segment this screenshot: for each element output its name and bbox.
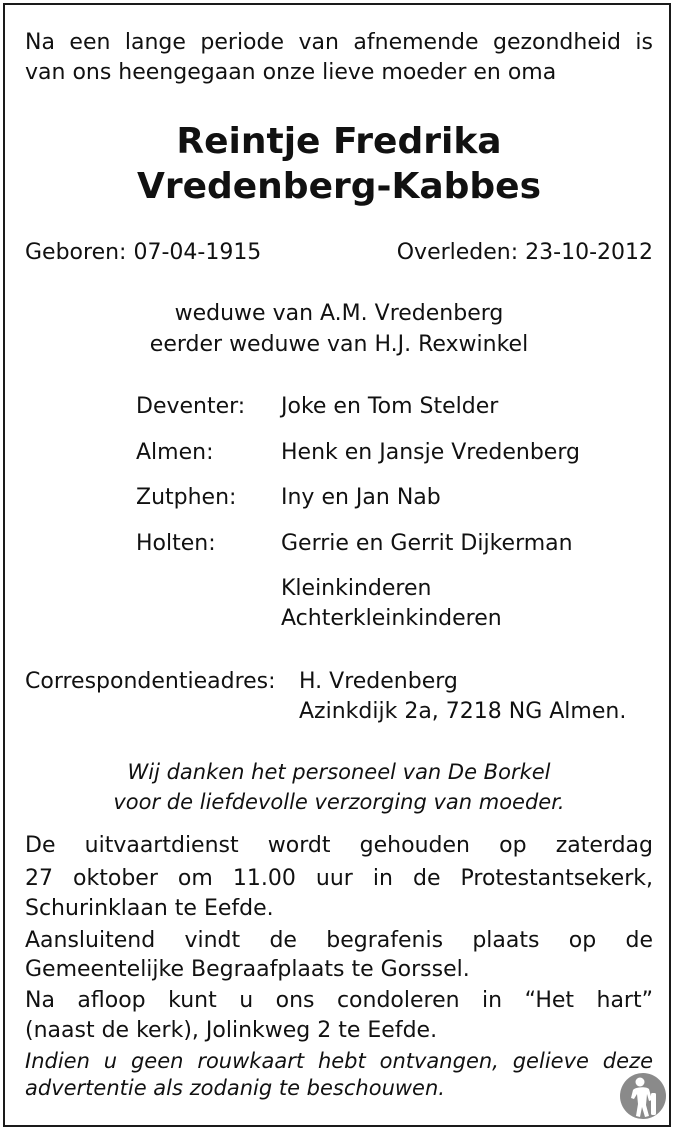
- birth-date: Geboren: 07-04-1915: [25, 240, 262, 265]
- family-place: Holten:: [136, 531, 216, 556]
- family-names: Joke en Tom Stelder: [281, 394, 499, 419]
- family-place: Zutphen:: [136, 485, 237, 510]
- mourning-figure-icon: [619, 1072, 667, 1120]
- deceased-name-line-2: Vredenberg-Kabbes: [136, 166, 542, 207]
- family-place: Almen:: [136, 440, 214, 465]
- intro-line-2: van ons heengegaan onze lieve moeder en oma: [25, 60, 557, 85]
- family-place: Deventer:: [136, 394, 246, 419]
- service-line-2: 27 oktober om 11.00 uur in de Protestantsekerk,: [25, 866, 653, 891]
- death-date: Overleden: 23-10-2012: [396, 240, 653, 265]
- family-names: Iny en Jan Nab: [281, 485, 441, 510]
- service-line-6: Na afloop kunt u ons condoleren in “Het hart”: [25, 988, 653, 1013]
- thanks-line-2: voor de liefdevolle verzorging van moeder.: [113, 790, 565, 814]
- family-names: Gerrie en Gerrit Dijkerman: [281, 531, 573, 556]
- service-line-4: Aansluitend vindt de begrafenis plaats op de: [25, 928, 653, 953]
- deceased-name-line-1: Reintje Fredrika: [176, 121, 502, 162]
- thanks-line-1: Wij danken het personeel van De Borkel: [127, 760, 551, 784]
- widow-line-1: weduwe van A.M. Vredenberg: [174, 301, 504, 326]
- note-line-2: advertentie als zodanig te beschouwen.: [25, 1076, 445, 1100]
- service-line-7: (naast de kerk), Jolinkweg 2 te Eefde.: [25, 1018, 438, 1043]
- grandchildren-line-2: Achterkleinkinderen: [281, 606, 502, 631]
- family-names: Henk en Jansje Vredenberg: [281, 440, 580, 465]
- intro-line-1: Na een lange periode van afnemende gezondheid is: [25, 30, 653, 55]
- grandchildren-line-1: Kleinkinderen: [281, 576, 432, 601]
- correspondence-label: Correspondentieadres:: [25, 669, 276, 694]
- service-line-5: Gemeentelijke Begraafplaats te Gorssel.: [25, 957, 470, 982]
- correspondence-address: Azinkdijk 2a, 7218 NG Almen.: [299, 699, 627, 724]
- widow-line-2: eerder weduwe van H.J. Rexwinkel: [149, 332, 529, 357]
- correspondence-name: H. Vredenberg: [299, 669, 458, 694]
- service-line-1: De uitvaartdienst wordt gehouden op zaterdag: [25, 833, 653, 858]
- note-line-1: Indien u geen rouwkaart hebt ontvangen, gelieve deze: [25, 1049, 653, 1073]
- service-line-3: Schurinklaan te Eefde.: [25, 896, 274, 921]
